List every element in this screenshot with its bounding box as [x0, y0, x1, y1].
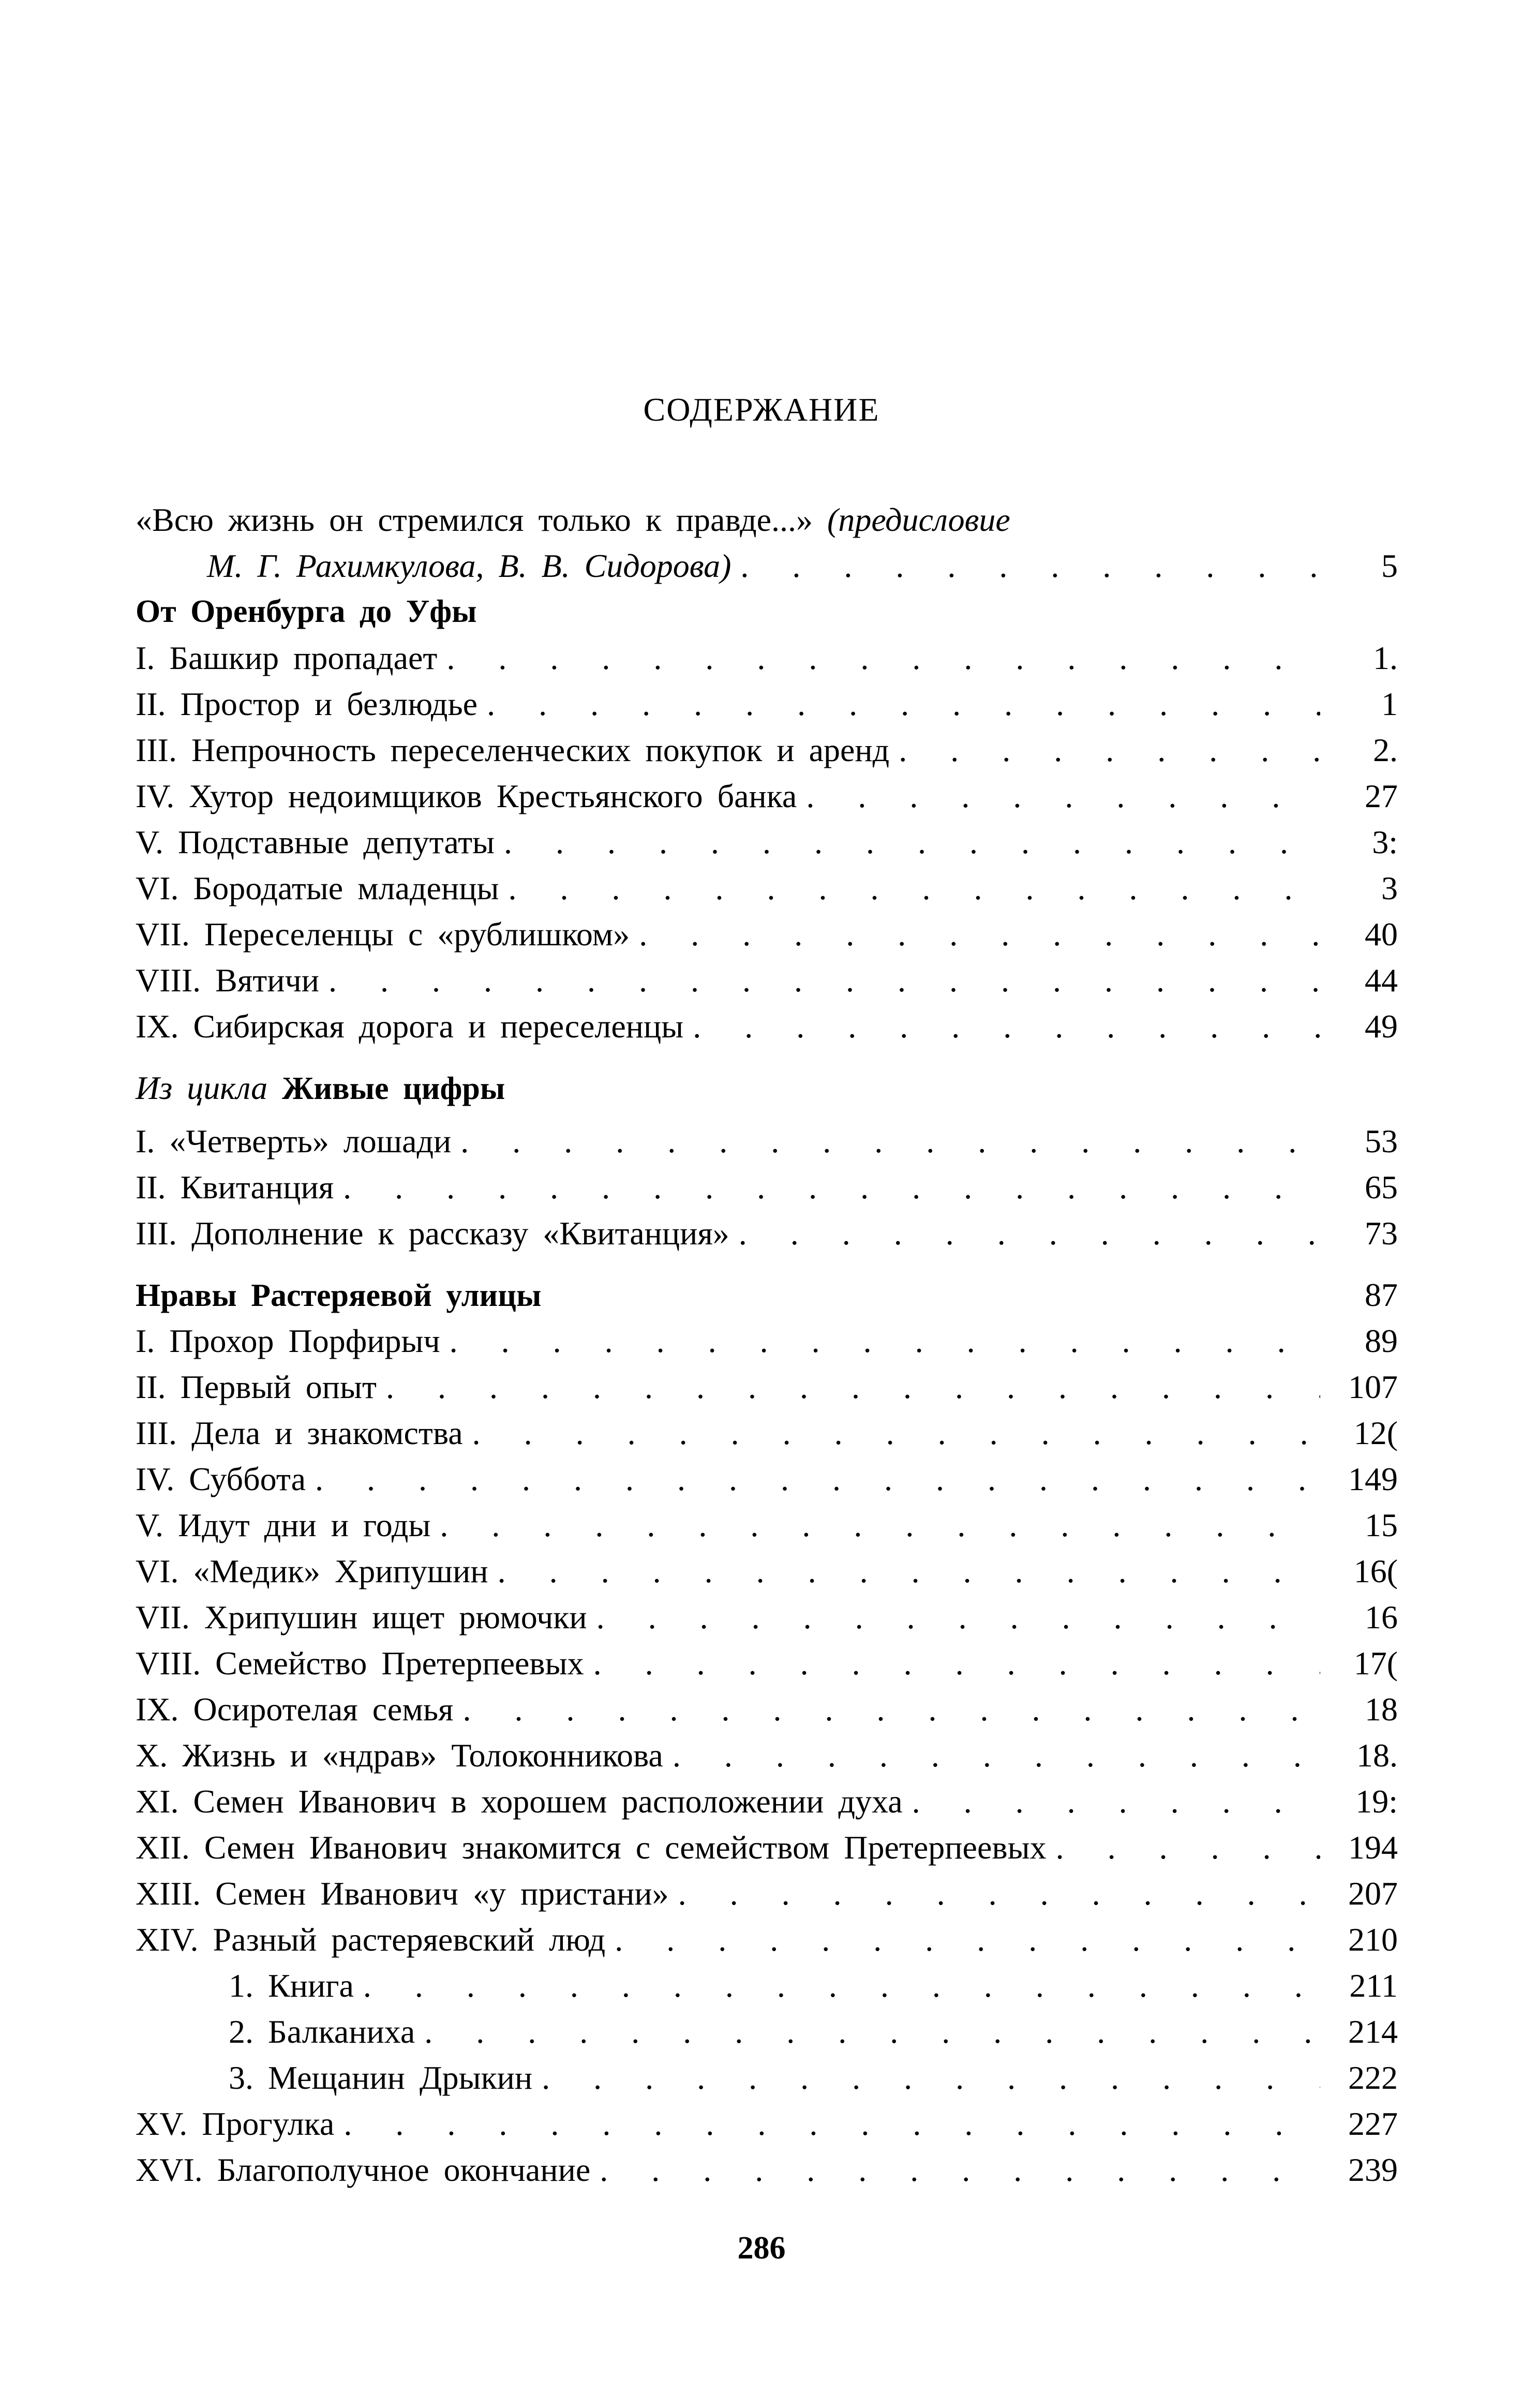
entry-title: III. Непрочность переселенческих покупок и аренд [136, 732, 890, 768]
toc-entry [136, 1318, 1398, 1364]
entry-title: VI. Бородатые младенцы [136, 870, 499, 906]
entry-title: X. Жизнь и «ндрав» Толоконникова [136, 1737, 663, 1774]
entry-title: II. Простор и безлюдье [136, 686, 478, 722]
toc-entry [136, 1210, 1398, 1256]
dot-leader [669, 1870, 1320, 1916]
page-number: 3: [1372, 824, 1398, 860]
toc-entry [136, 727, 1398, 773]
dot-leader [440, 1318, 1320, 1364]
page-number: 2. [1373, 732, 1398, 768]
section-heading [136, 1272, 1398, 1318]
page-number: 27 [1365, 778, 1398, 814]
page-number: 1. [1373, 640, 1398, 676]
page-number: 17( [1353, 1645, 1398, 1682]
page-number: 49 [1365, 1008, 1398, 1045]
entry-title: IX. Сибирская дорога и переселенцы [136, 1008, 684, 1045]
entry-title: XII. Семен Иванович знакомится с семейством Претерпеевых [136, 1829, 1047, 1866]
folio: 286 [737, 2231, 786, 2266]
section-title: Нравы Растеряевой улицы [136, 1278, 542, 1313]
page-number: 210 [1348, 1921, 1398, 1958]
entry-title: IV. Суббота [136, 1461, 306, 1497]
entry-title: IX. Осиротелая семья [136, 1691, 454, 1728]
section-prefix: Из цикла [136, 1069, 268, 1106]
table-of-contents [136, 497, 1398, 2193]
page-number: 214 [1348, 2013, 1398, 2050]
dot-leader [584, 1640, 1320, 1686]
toc-entry [136, 1824, 1398, 1870]
entry-title: IV. Хутор недоимщиков Крестьянского банка [136, 778, 797, 814]
dot-leader [731, 543, 1320, 589]
toc-entry [136, 1870, 1398, 1916]
page-number: 5 [1381, 547, 1398, 584]
dot-leader [415, 2009, 1320, 2055]
toc-entry [136, 957, 1398, 1003]
entry-title: XI. Семен Иванович в хорошем расположении духа [136, 1783, 903, 1820]
page-number: 107 [1348, 1369, 1398, 1405]
entry-title: 3. Мещанин Дрыкин [229, 2059, 533, 2096]
section-title: Живые цифры [282, 1071, 505, 1106]
dot-leader [377, 1364, 1320, 1410]
dot-leader [463, 1410, 1320, 1456]
section-title: От Оренбурга до Уфы [136, 594, 477, 629]
toc-entry [136, 773, 1398, 819]
dot-leader [437, 635, 1320, 681]
dot-leader [729, 1210, 1320, 1256]
toc-entry [136, 1732, 1398, 1778]
dot-leader [590, 2147, 1320, 2193]
toc-entry [136, 1456, 1398, 1502]
dot-leader [683, 1003, 1320, 1049]
section-heading [136, 1065, 1398, 1111]
toc-entry [136, 1364, 1398, 1410]
preface-line1-italic: (предисловие [827, 501, 1010, 538]
dot-leader [605, 1916, 1320, 1963]
entry-title: III. Дела и знакомства [136, 1415, 463, 1451]
toc-entry [136, 1003, 1398, 1049]
toc-entry-preface-line1 [136, 497, 1398, 543]
dot-leader [499, 865, 1320, 911]
toc-entry [136, 2147, 1398, 2193]
page-number: 53 [1365, 1123, 1398, 1160]
toc-entry [136, 2055, 1398, 2101]
page-title: СОДЕРЖАНИЕ [643, 391, 880, 428]
page-number: 18. [1356, 1737, 1398, 1774]
toc-entry [136, 1410, 1398, 1456]
toc-entry [136, 635, 1398, 681]
dot-leader [354, 1963, 1320, 2009]
toc-entry [136, 1963, 1398, 2009]
entry-title: III. Дополнение к рассказу «Квитанция» [136, 1215, 729, 1252]
section-heading [136, 589, 1398, 635]
entry-title: V. Идут дни и годы [136, 1507, 431, 1543]
toc-entry [136, 1778, 1398, 1824]
dot-leader [334, 2101, 1320, 2147]
page-number: 149 [1348, 1461, 1398, 1497]
toc-entry [136, 1686, 1398, 1732]
toc-entry [136, 1118, 1398, 1164]
entry-title: VII. Хрипушин ищет рюмочки [136, 1599, 587, 1636]
preface-line1-text: «Всю жизнь он стремился только к правде...» [136, 501, 828, 538]
toc-entry [136, 1548, 1398, 1594]
entry-title: VIII. Вятичи [136, 962, 319, 999]
dot-leader [663, 1732, 1320, 1778]
page-number: 1 [1381, 686, 1398, 722]
toc-entry [136, 1164, 1398, 1210]
page-number: 18 [1365, 1691, 1398, 1728]
entry-title: XIV. Разный растеряевский люд [136, 1921, 606, 1958]
page-number: 65 [1365, 1169, 1398, 1206]
toc-entry [136, 911, 1398, 957]
entry-title: I. «Четверть» лошади [136, 1123, 452, 1160]
page-number: 19: [1355, 1783, 1398, 1820]
page-number: 12( [1353, 1415, 1398, 1451]
dot-leader [334, 1164, 1320, 1210]
entry-title: XVI. Благополучное окончание [136, 2151, 591, 2188]
page-number: 87 [1365, 1276, 1398, 1313]
dot-leader [451, 1118, 1320, 1164]
entry-title: V. Подставные депутаты [136, 824, 495, 860]
page-number: 194 [1348, 1829, 1398, 1866]
toc-entry [136, 1640, 1398, 1686]
toc-entry [136, 2009, 1398, 2055]
entry-title: I. Башкир пропадает [136, 640, 438, 676]
entry-title: II. Первый опыт [136, 1369, 377, 1405]
entry-title: XV. Прогулка [136, 2105, 335, 2142]
toc-entry [136, 1594, 1398, 1640]
entry-title: I. Прохор Порфирыч [136, 1322, 440, 1359]
dot-leader [532, 2055, 1320, 2101]
dot-leader [797, 773, 1320, 819]
entry-title: 1. Книга [229, 1967, 354, 2004]
entry-title: VIII. Семейство Претерпеевых [136, 1645, 584, 1682]
page-number: 239 [1348, 2151, 1398, 2188]
page-number: 227 [1348, 2105, 1398, 2142]
dot-leader [1047, 1824, 1320, 1870]
dot-leader [889, 727, 1320, 773]
entry-title: 2. Балканиха [229, 2013, 415, 2050]
toc-entry [136, 865, 1398, 911]
entry-title: VI. «Медик» Хрипушин [136, 1553, 488, 1589]
dot-leader [495, 819, 1320, 865]
toc-entry-preface-line2 [136, 543, 1398, 589]
page-number: 16 [1365, 1599, 1398, 1636]
dot-leader [488, 1548, 1320, 1594]
dot-leader [587, 1594, 1320, 1640]
entry-title: VII. Переселенцы с «рублишком» [136, 916, 630, 953]
toc-entry [136, 2101, 1398, 2147]
entry-title: II. Квитанция [136, 1169, 334, 1206]
dot-leader [903, 1778, 1320, 1824]
page-number: 211 [1349, 1967, 1398, 2004]
toc-entry [136, 819, 1398, 865]
page-number: 3 [1381, 870, 1398, 906]
page-number: 16( [1353, 1553, 1398, 1589]
page-number: 73 [1365, 1215, 1398, 1252]
dot-leader [630, 911, 1320, 957]
page-number: 222 [1348, 2059, 1398, 2096]
page-number: 89 [1365, 1322, 1398, 1359]
toc-entry [136, 681, 1398, 727]
dot-leader [453, 1686, 1320, 1732]
dot-leader [430, 1502, 1320, 1548]
dot-leader [319, 957, 1320, 1003]
preface-authors: М. Г. Рахимкулова, В. В. Сидорова) [207, 547, 731, 584]
page-number: 15 [1365, 1507, 1398, 1543]
toc-entry [136, 1502, 1398, 1548]
page-number: 44 [1365, 962, 1398, 999]
dot-leader [306, 1456, 1320, 1502]
page-number: 207 [1348, 1875, 1398, 1912]
dot-leader [477, 681, 1320, 727]
page-number: 40 [1365, 916, 1398, 953]
toc-entry [136, 1916, 1398, 1963]
entry-title: XIII. Семен Иванович «у пристани» [136, 1875, 669, 1912]
